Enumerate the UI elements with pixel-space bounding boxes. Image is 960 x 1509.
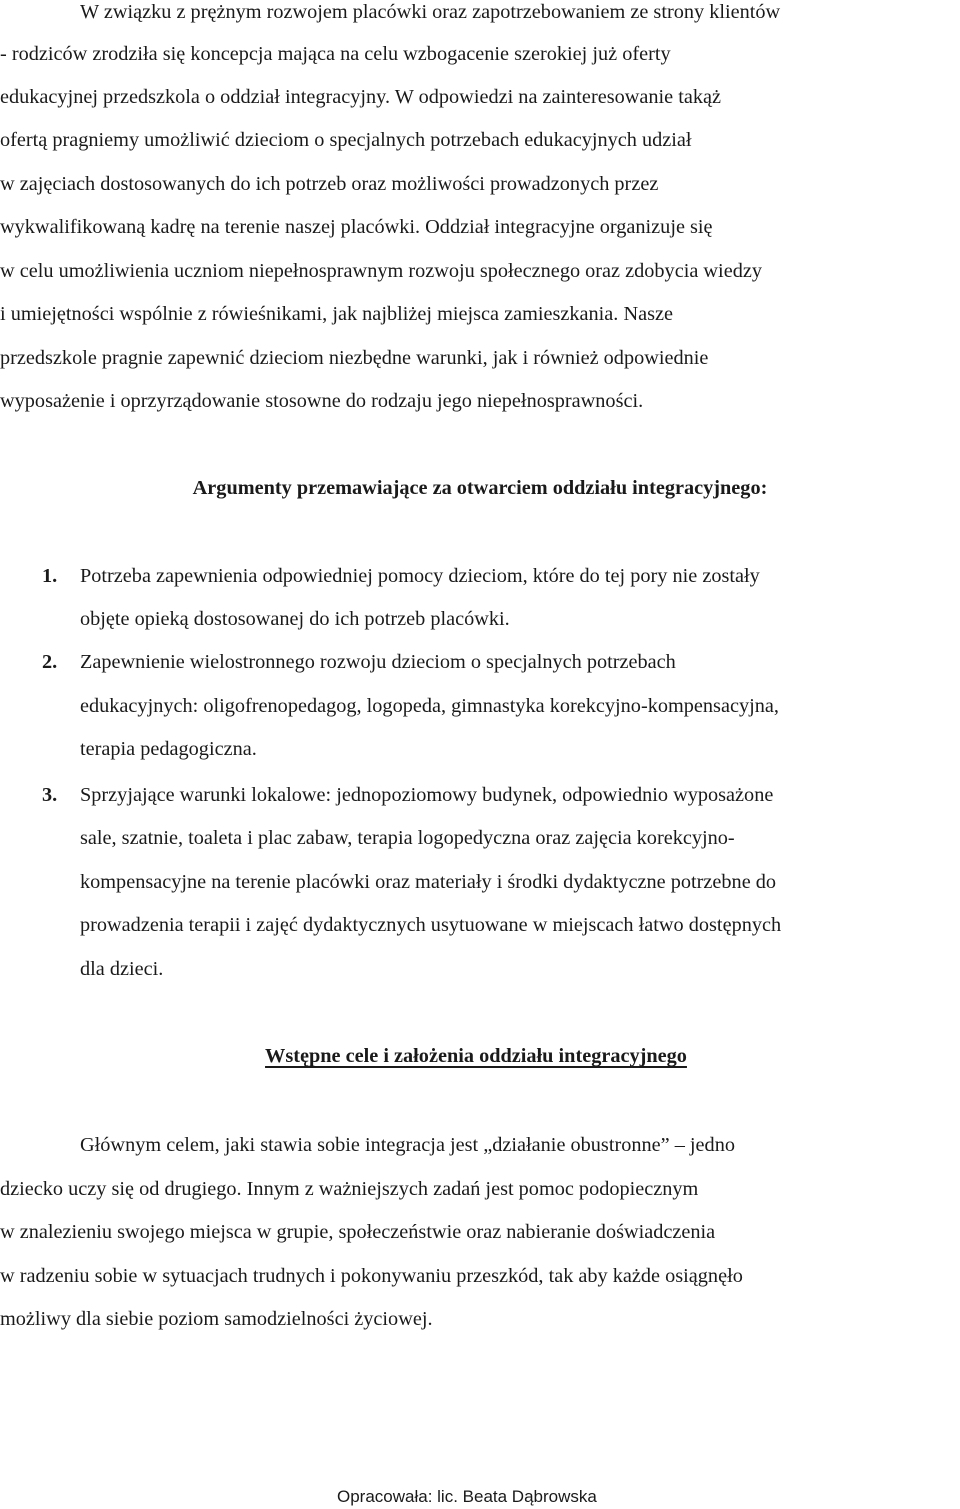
list-number: 2. bbox=[42, 651, 58, 673]
intro-line: wyposażenie i oprzyrządowanie stosowne do rodzaju jego niepełnosprawności. bbox=[0, 390, 644, 412]
intro-line: w celu umożliwienia uczniom niepełnosprawnym rozwoju społecznego oraz zdobycia wiedzy bbox=[0, 260, 762, 282]
intro-line: i umiejętności wspólnie z rówieśnikami, jak najbliżej miejsca zamieszkania. Nasze bbox=[0, 303, 673, 325]
arguments-heading: Argumenty przemawiające za otwarciem oddziału integracyjnego: bbox=[192, 477, 768, 499]
goals-heading bbox=[0, 1042, 956, 1070]
goals-line: w znalezieniu swojego miejsca w grupie, społeczeństwie oraz nabieranie doświadczenia bbox=[0, 1221, 716, 1243]
intro-line: - rodziców zrodziła się koncepcja mająca na celu wzbogacenie szerokiej już oferty bbox=[0, 43, 671, 65]
list-line: edukacyjnych: oligofrenopedagog, logopeda, gimnastyka korekcyjno-kompensacyjna, bbox=[80, 695, 779, 717]
list-line: prowadzenia terapii i zajęć dydaktycznych usytuowane w miejscach łatwo dostępnych bbox=[80, 914, 782, 936]
list-line: Sprzyjające warunki lokalowe: jednopoziomowy budynek, odpowiednio wyposażone bbox=[80, 784, 774, 806]
list-number: 1. bbox=[42, 565, 58, 587]
list-line: terapia pedagogiczna. bbox=[80, 738, 257, 760]
list-line: Zapewnienie wielostronnego rozwoju dzieciom o specjalnych potrzebach bbox=[80, 651, 676, 673]
list-line: Potrzeba zapewnienia odpowiedniej pomocy dzieciom, które do tej pory nie zostały bbox=[80, 565, 760, 587]
goals-line: Głównym celem, jaki stawia sobie integracja jest „działanie obustronne” – jedno bbox=[80, 1134, 735, 1156]
list-number: 3. bbox=[42, 784, 58, 806]
list-line: objęte opieką dostosowanej do ich potrzeb placówki. bbox=[80, 608, 510, 630]
goals-line: dziecko uczy się od drugiego. Innym z ważniejszych zadań jest pomoc podopiecznym bbox=[0, 1178, 699, 1200]
goals-line: możliwy dla siebie poziom samodzielności życiowej. bbox=[0, 1308, 433, 1330]
intro-line: przedszkole pragnie zapewnić dzieciom niezbędne warunki, jak i również odpowiednie bbox=[0, 347, 709, 369]
intro-line: edukacyjnej przedszkola o oddział integracyjny. W odpowiedzi na zainteresowanie takąż bbox=[0, 86, 722, 108]
intro-line: W związku z prężnym rozwojem placówki oraz zapotrzebowaniem ze strony klientów bbox=[80, 1, 781, 23]
goals-heading-text: Wstępne cele i założenia oddziału integracyjnego bbox=[265, 1045, 687, 1067]
intro-line: ofertą pragniemy umożliwić dzieciom o specjalnych potrzebach edukacyjnych udział bbox=[0, 129, 692, 151]
footer-author: Opracowała: lic. Beata Dąbrowska bbox=[337, 1487, 597, 1506]
list-line: sale, szatnie, toaleta i plac zabaw, terapia logopedyczna oraz zajęcia korekcyjno- bbox=[80, 827, 735, 849]
intro-line: wykwalifikowaną kadrę na terenie naszej placówki. Oddział integracyjne organizuje się bbox=[0, 216, 713, 238]
goals-line: w radzeniu sobie w sytuacjach trudnych i pokonywaniu przeszkód, tak aby każde osiągnęło bbox=[0, 1265, 743, 1287]
intro-line: w zajęciach dostosowanych do ich potrzeb oraz możliwości prowadzonych przez bbox=[0, 173, 659, 195]
list-line: dla dzieci. bbox=[80, 958, 164, 980]
list-line: kompensacyjne na terenie placówki oraz materiały i środki dydaktyczne potrzebne do bbox=[80, 871, 777, 893]
